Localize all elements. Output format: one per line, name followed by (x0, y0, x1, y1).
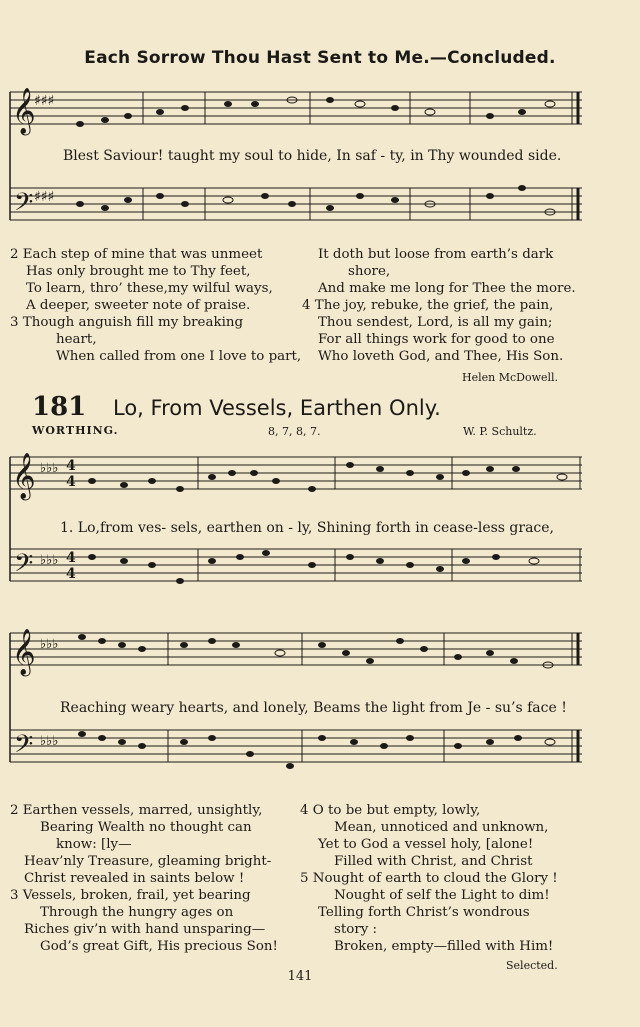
verse-line: 2 Earthen vessels, marred, unsightly, (10, 803, 263, 818)
verse-line: 5 Nought of earth to cloud the Glory ! (300, 871, 558, 886)
verse-line: Who loveth God, and Thee, His Son. (318, 349, 564, 364)
svg-text:♯♯♯: ♯♯♯ (34, 93, 55, 109)
verse-line: 4 The joy, rebuke, the grief, the pain, (302, 298, 554, 313)
verse-line: Bearing Wealth no thought can (40, 820, 252, 835)
lyric-segment: Blest Saviour! taught my soul to hide, (63, 148, 332, 164)
verse-line: Mean, unnoticed and unknown, (334, 820, 549, 835)
svg-text:4: 4 (66, 474, 76, 490)
svg-text:4: 4 (66, 458, 76, 474)
verse-line: Yet to God a vessel holy, [alone! (318, 837, 534, 852)
hymn-title: Lo, From Vessels, Earthen Only. (113, 396, 441, 420)
lyric-line-2: Reaching weary hearts, and lonely, Beams the light from Je - su’s face ! (60, 700, 567, 716)
verse-line: Broken, empty—filled with Him! (334, 939, 554, 954)
verse-line: For all things work for good to one (318, 332, 555, 347)
svg-text:𝄢: 𝄢 (14, 188, 34, 223)
lyric-line-prev (63, 148, 583, 164)
verse-line: Telling forth Christ’s wondrous (318, 905, 530, 920)
svg-text:4: 4 (66, 550, 76, 566)
verses-left-prev (10, 246, 301, 365)
composer: W. P. Schultz. (463, 425, 537, 438)
svg-text:𝄞: 𝄞 (12, 88, 36, 134)
verses-left (10, 802, 278, 955)
verse-line: Christ revealed in saints below ! (24, 871, 245, 886)
svg-text:𝄢: 𝄢 (14, 549, 34, 584)
verse-line: God’s great Gift, His precious Son! (40, 939, 278, 954)
svg-text:𝄞: 𝄞 (12, 629, 36, 675)
verse-line: Thou sendest, Lord, is all my gain; (318, 315, 553, 330)
verse-line: shore, (348, 264, 391, 279)
svg-text:♭♭♭: ♭♭♭ (40, 734, 59, 749)
verse-line: 2 Each step of mine that was unmeet (10, 247, 263, 262)
verse-line: And make me long for Thee the more. (318, 281, 576, 296)
svg-text:♭♭♭: ♭♭♭ (40, 553, 59, 568)
verse-line: know: [ly— (56, 837, 132, 852)
verse-line: To learn, thro’ these,my wilful ways, (26, 281, 273, 296)
music-system-3 (0, 616, 640, 776)
header-title: Each Sorrow Thou Hast Sent to Me.—Concluded. (84, 48, 556, 68)
verse-line: Through the hungry ages on (40, 905, 234, 920)
meter: 8, 7, 8, 7. (268, 425, 321, 438)
verse-line: A deeper, sweeter note of praise. (26, 298, 251, 313)
hymn-number: 181 (32, 392, 87, 422)
svg-text:𝄞: 𝄞 (12, 453, 36, 499)
lyric-line-1: 1. Lo,from ves- sels, earthen on - ly, Shining forth in cease-less grace, (60, 520, 555, 536)
verse-line: When called from one I love to part, (56, 349, 302, 364)
lyric-segment: saf - ty, (355, 148, 406, 164)
svg-text:♭♭♭: ♭♭♭ (40, 461, 59, 476)
tune-name: WORTHING. (32, 424, 119, 437)
page-number: 141 (287, 969, 313, 984)
lyric-segment: In (336, 148, 351, 164)
verse-line: Riches giv’n with hand unsparing— (24, 922, 266, 937)
verses-right-prev (302, 246, 576, 365)
svg-text:4: 4 (66, 566, 76, 582)
svg-text:♯♯♯: ♯♯♯ (34, 189, 55, 205)
verse-line: Has only brought me to Thy feet, (26, 264, 251, 279)
attribution: Selected. (506, 959, 558, 972)
verse-line: Nought of self the Light to dim! (334, 888, 550, 903)
verse-line: It doth but loose from earth’s dark (318, 247, 554, 262)
verse-line: heart, (56, 332, 97, 347)
verse-line: 3 Vessels, broken, frail, yet bearing (10, 888, 251, 903)
verse-line: 4 O to be but empty, lowly, (300, 803, 481, 818)
verse-line: Heav’nly Treasure, gleaming bright- (24, 854, 272, 869)
author-prev: Helen McDowell. (462, 371, 559, 384)
verse-line: 3 Though anguish fill my breaking (10, 315, 244, 330)
verses-right (300, 802, 558, 955)
svg-text:𝄢: 𝄢 (14, 730, 34, 765)
lyric-segment: in Thy wounded side. (410, 148, 562, 164)
verse-line: Filled with Christ, and Christ (334, 854, 533, 869)
svg-text:♭♭♭: ♭♭♭ (40, 637, 59, 652)
verse-line: story : (334, 922, 378, 937)
